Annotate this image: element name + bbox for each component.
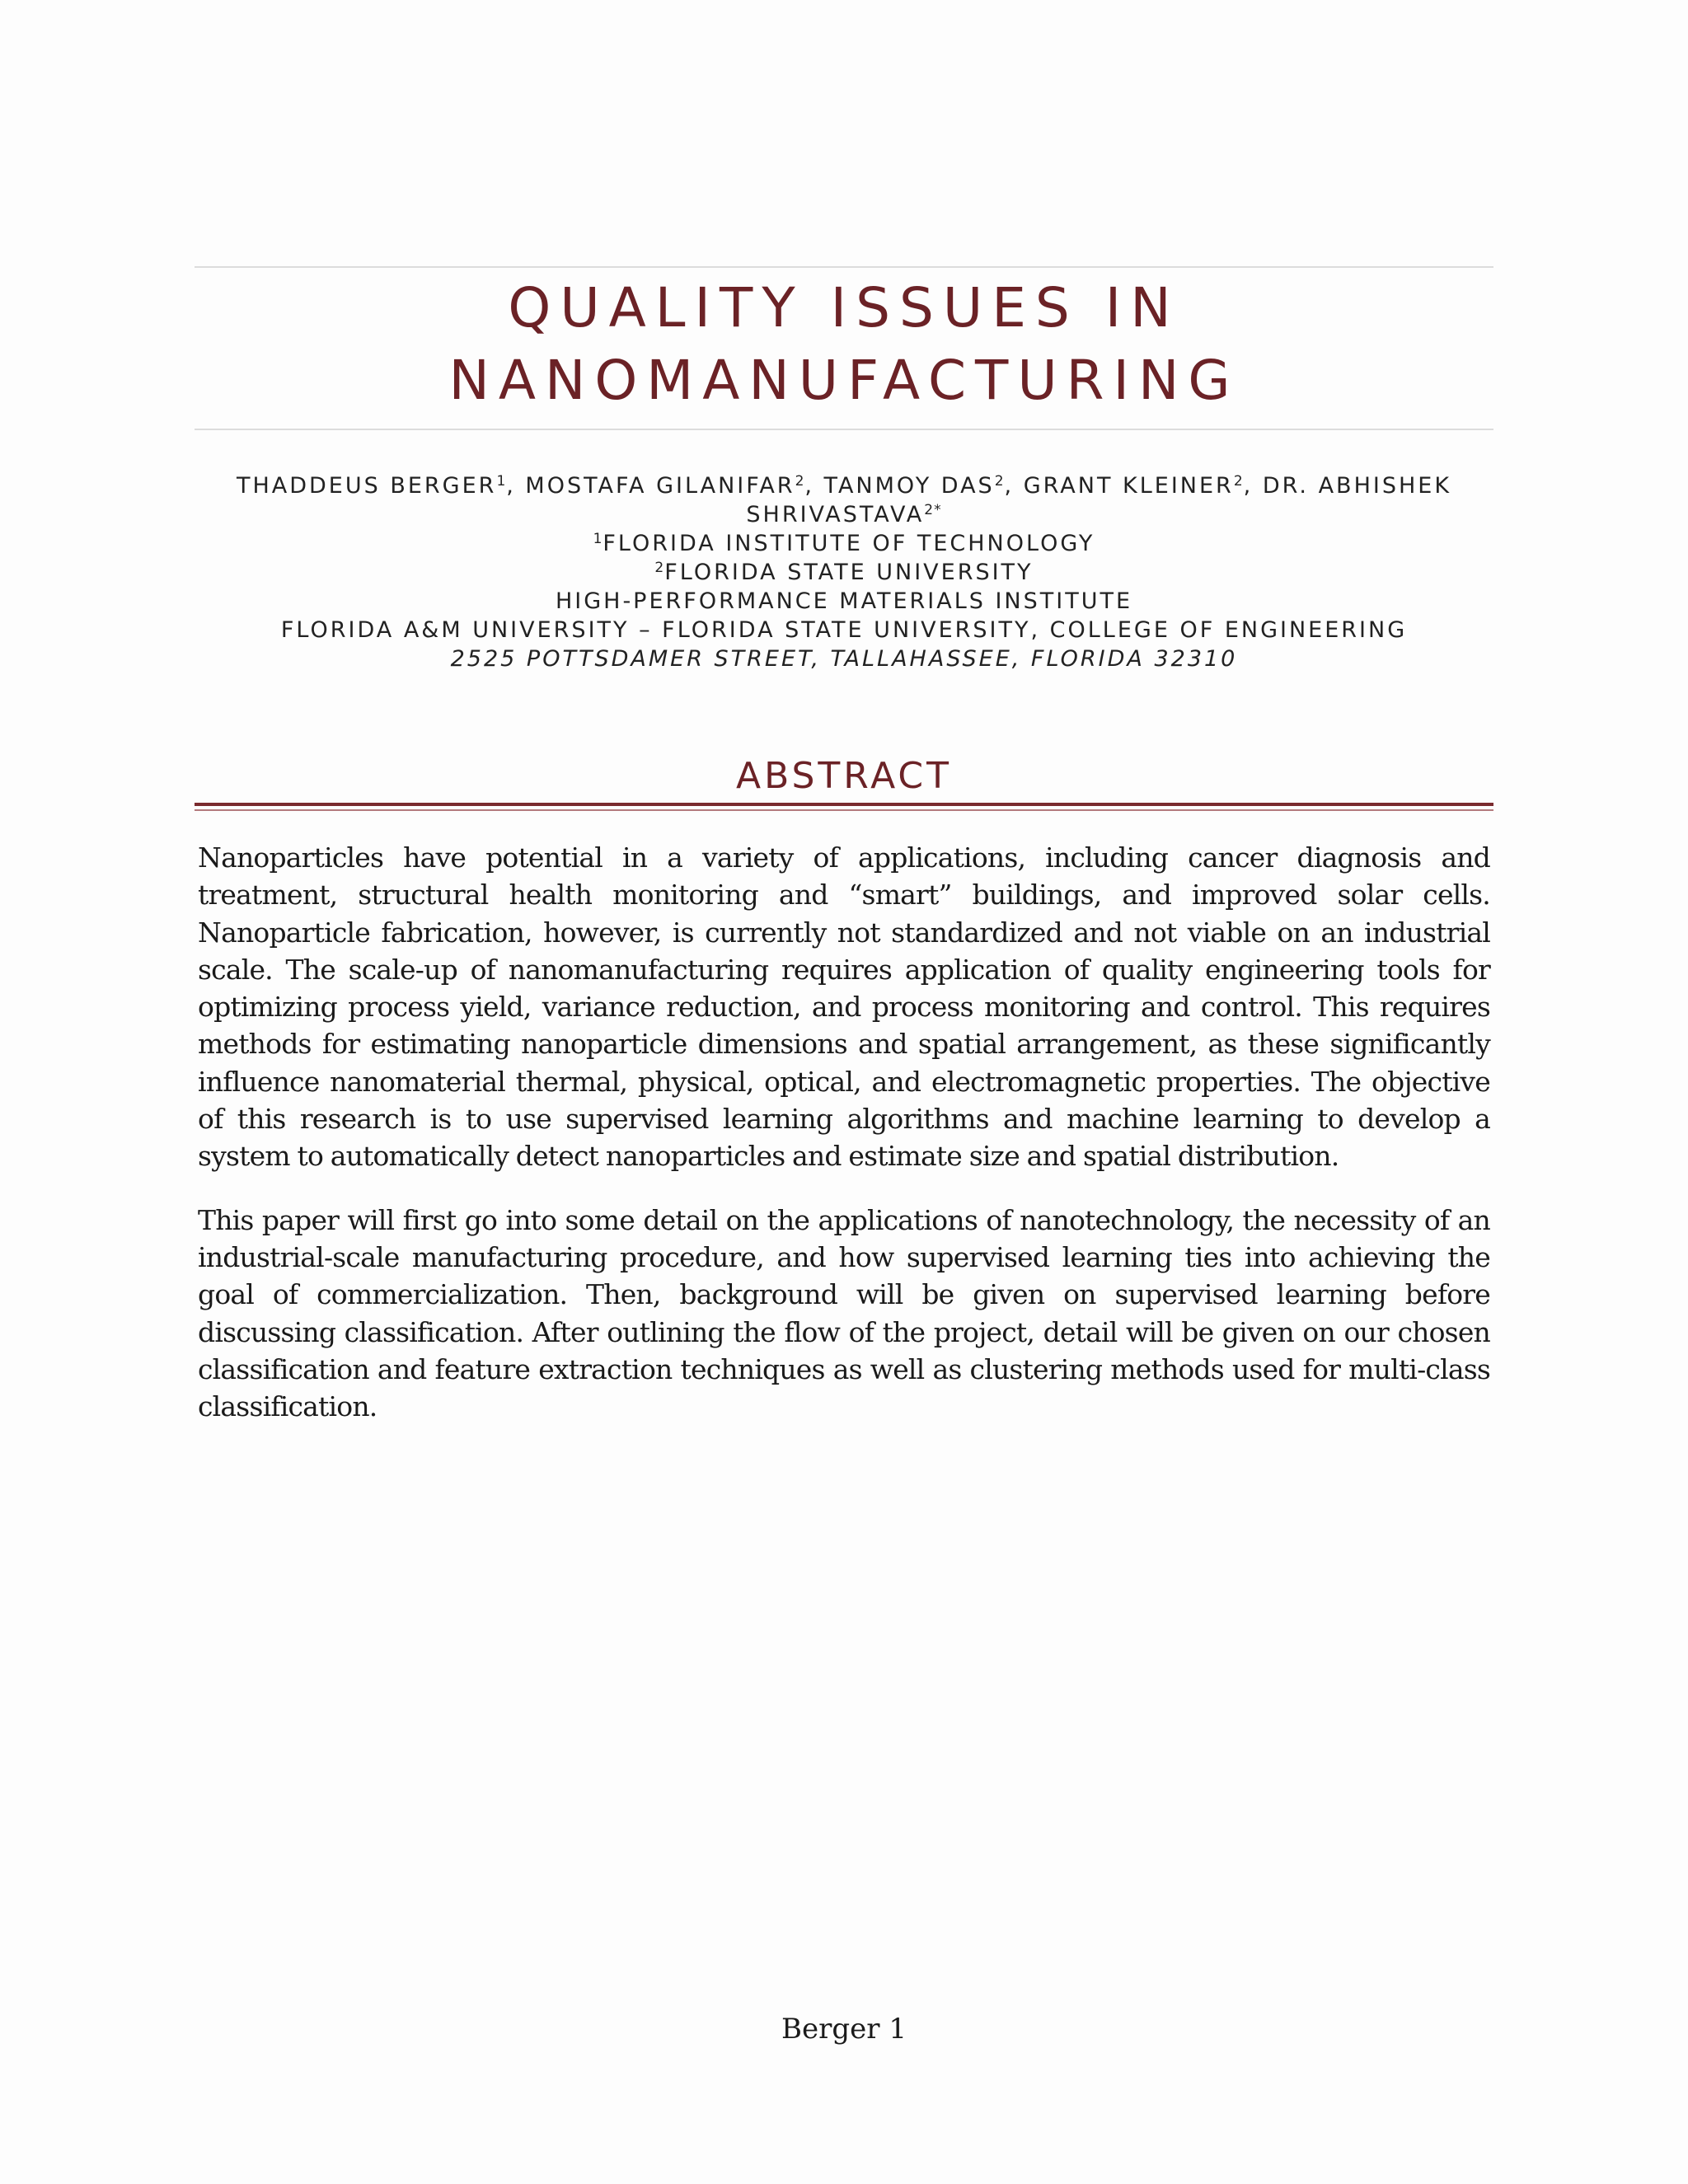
author-affiliation-marker: 2 xyxy=(1233,473,1244,490)
author-name: , MOSTAFA GILANIFAR xyxy=(506,473,795,499)
author-name: SHRIVASTAVA xyxy=(746,502,925,527)
abstract-paragraph-1: Nanoparticles have potential in a variety of applications, including cancer diagnosis and treatment, structural health monitoring and “smart” buildings, and improved solar cells. Nanoparticle fabrication, however, is currently not standardized and not viable on an industrial scale. The scale-up of nanomanufacturing requires application of quality engineering tools for optimizing process yield, variance reduction, and process monitoring and control. This requires methods for estimating nanoparticle dimensions and spatial arrangement, as these significantly influence nanomaterial thermal, physical, optical, and electromagnetic properties. The objective of this research is to use supervised learning algorithms and machine learning to develop a system to automatically detect nanoparticles and estimate size and spatial distribution. xyxy=(198,841,1490,1173)
author-affiliation-marker: 2 xyxy=(795,473,805,490)
author-affiliation-marker: 2 xyxy=(994,473,1005,490)
street-address: 2525 POTTSDAMER STREET, TALLAHASSEE, FLORIDA 32310 xyxy=(450,646,1238,672)
author-list xyxy=(195,471,1493,500)
abstract-rule-thin xyxy=(195,809,1493,811)
author-affiliation-marker: 1 xyxy=(496,473,507,490)
author-list-continued xyxy=(195,500,1493,529)
affiliation-marker: 2 xyxy=(654,560,665,576)
affiliation-2: $^2$FLORIDA STATE UNIVERSITY xyxy=(654,560,1034,585)
abstract-rule-thick xyxy=(195,803,1493,806)
page-footer: Berger 1 xyxy=(781,2013,907,2046)
author-affiliation-marker: 2* xyxy=(924,502,942,518)
title-line-1: QUALITY ISSUES IN xyxy=(508,276,1180,340)
abstract-heading: ABSTRACT xyxy=(735,755,953,797)
title-top-rule xyxy=(195,266,1493,268)
author-name: , GRANT KLEINER xyxy=(1004,473,1234,499)
title-bottom-rule xyxy=(195,429,1493,430)
author-name: , DR. ABHISHEK xyxy=(1243,473,1452,499)
paper-title xyxy=(195,272,1493,417)
author-name: , TANMOY DAS xyxy=(804,473,995,499)
abstract-body xyxy=(198,839,1490,1451)
college-name: FLORIDA A&M UNIVERSITY – FLORIDA STATE UNIVERSITY, COLLEGE OF ENGINEERING xyxy=(280,617,1408,643)
affiliation-marker: 1 xyxy=(593,531,603,547)
title-line-2: NANOMANUFACTURING xyxy=(448,349,1240,412)
author-affiliation-block xyxy=(195,471,1493,673)
institute-name: HIGH-PERFORMANCE MATERIALS INSTITUTE xyxy=(555,588,1133,614)
abstract-paragraph-2: This paper will first go into some detail on the applications of nanotechnology, the necessity of an industrial-scale manufacturing procedure, and how supervised learning ties into achieving the goal of commercialization. Then, background will be given on supervised learning before discussing classification. After outlining the flow of the project, detail will be given on our chosen classification and feature extraction techniques as well as clustering methods used for multi-class classification. xyxy=(198,1203,1490,1423)
author-name: THADDEUS BERGER xyxy=(236,473,497,499)
affiliation-1: $^1$FLORIDA INSTITUTE OF TECHNOLOGY xyxy=(593,531,1095,556)
